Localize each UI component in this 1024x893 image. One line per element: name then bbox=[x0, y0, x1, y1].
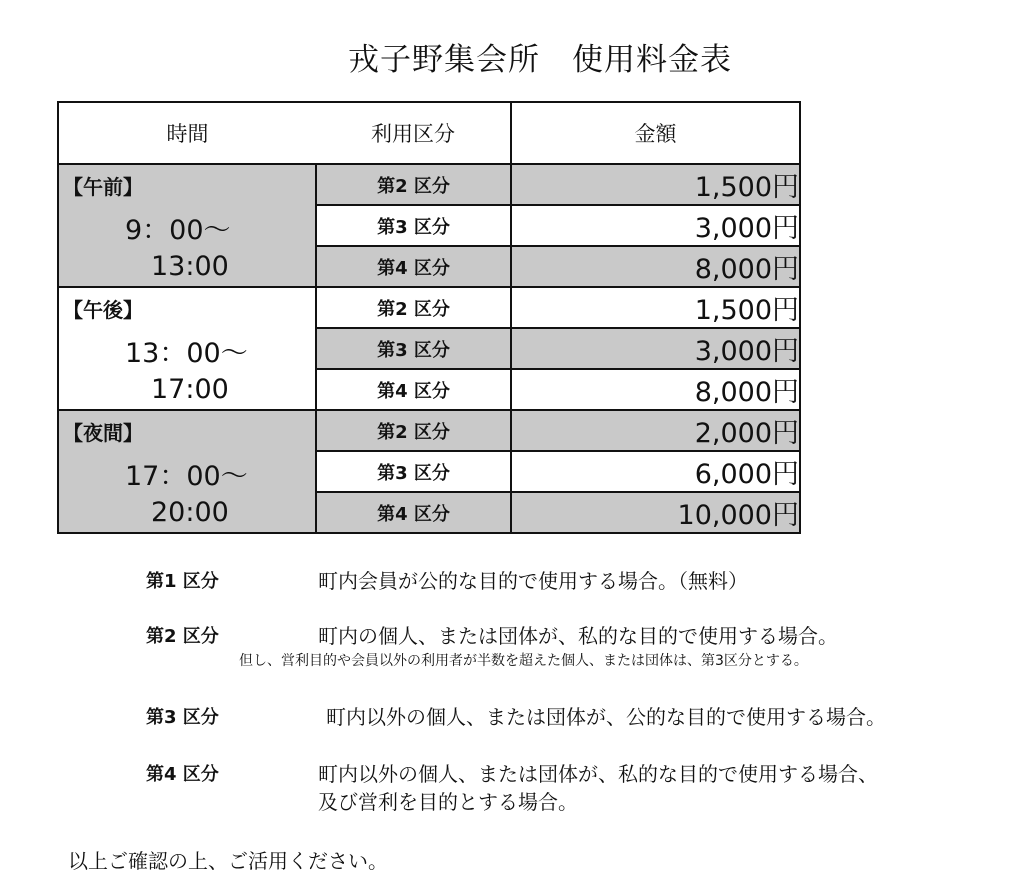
amount-cell: 8,000円 bbox=[511, 369, 800, 410]
note-term: 第1 区分 bbox=[146, 571, 219, 592]
category-cell: 第2 区分 bbox=[316, 164, 511, 205]
category-cell: 第3 区分 bbox=[316, 205, 511, 246]
note-text: 町内の個人、または団体が、私的な目的で使用する場合。 bbox=[318, 624, 838, 648]
category-cell: 第3 区分 bbox=[316, 328, 511, 369]
time-end: 20:00 bbox=[151, 497, 229, 528]
header-category: 利用区分 bbox=[316, 102, 511, 164]
category-cell: 第4 区分 bbox=[316, 492, 511, 533]
category-cell: 第3 区分 bbox=[316, 451, 511, 492]
amount-cell: 10,000円 bbox=[511, 492, 800, 533]
amount-cell: 8,000円 bbox=[511, 246, 800, 287]
amount-cell: 2,000円 bbox=[511, 410, 800, 451]
amount-cell: 1,500円 bbox=[511, 287, 800, 328]
note-term: 第4 区分 bbox=[146, 764, 219, 785]
note-subtext: 但し、営利目的や会員以外の利用者が半数を超えた個人、または団体は、第3区分とする。 bbox=[239, 653, 808, 669]
header-time: 時間 bbox=[58, 102, 316, 164]
amount-cell: 3,000円 bbox=[511, 328, 800, 369]
note-text-continued: 及び営利を目的とする場合。 bbox=[318, 790, 578, 814]
time-start: 9：00～ bbox=[125, 215, 231, 246]
note-text: 町内会員が公的な目的で使用する場合。（無料） bbox=[318, 569, 748, 593]
note-term: 第2 区分 bbox=[146, 626, 219, 647]
closing-remark: 以上ご確認の上、ご活用ください。 bbox=[68, 849, 388, 873]
time-label: 【夜間】 bbox=[63, 421, 143, 445]
amount-cell: 6,000円 bbox=[511, 451, 800, 492]
category-cell: 第2 区分 bbox=[316, 287, 511, 328]
page-title: 戎子野集会所 使用料金表 bbox=[348, 42, 732, 78]
category-cell: 第4 区分 bbox=[316, 369, 511, 410]
note-text: 町内以外の個人、または団体が、公的な目的で使用する場合。 bbox=[326, 705, 886, 729]
category-cell: 第2 区分 bbox=[316, 410, 511, 451]
header-amount: 金額 bbox=[511, 102, 800, 164]
time-end: 17:00 bbox=[151, 374, 229, 405]
time-start: 17：00～ bbox=[125, 461, 248, 492]
note-text: 町内以外の個人、または団体が、私的な目的で使用する場合、 bbox=[318, 762, 878, 786]
time-label: 【午後】 bbox=[63, 298, 143, 322]
amount-cell: 3,000円 bbox=[511, 205, 800, 246]
time-label: 【午前】 bbox=[63, 175, 143, 199]
category-cell: 第4 区分 bbox=[316, 246, 511, 287]
amount-cell: 1,500円 bbox=[511, 164, 800, 205]
time-end: 13:00 bbox=[151, 251, 229, 282]
note-term: 第3 区分 bbox=[146, 707, 219, 728]
time-start: 13：00～ bbox=[125, 338, 248, 369]
